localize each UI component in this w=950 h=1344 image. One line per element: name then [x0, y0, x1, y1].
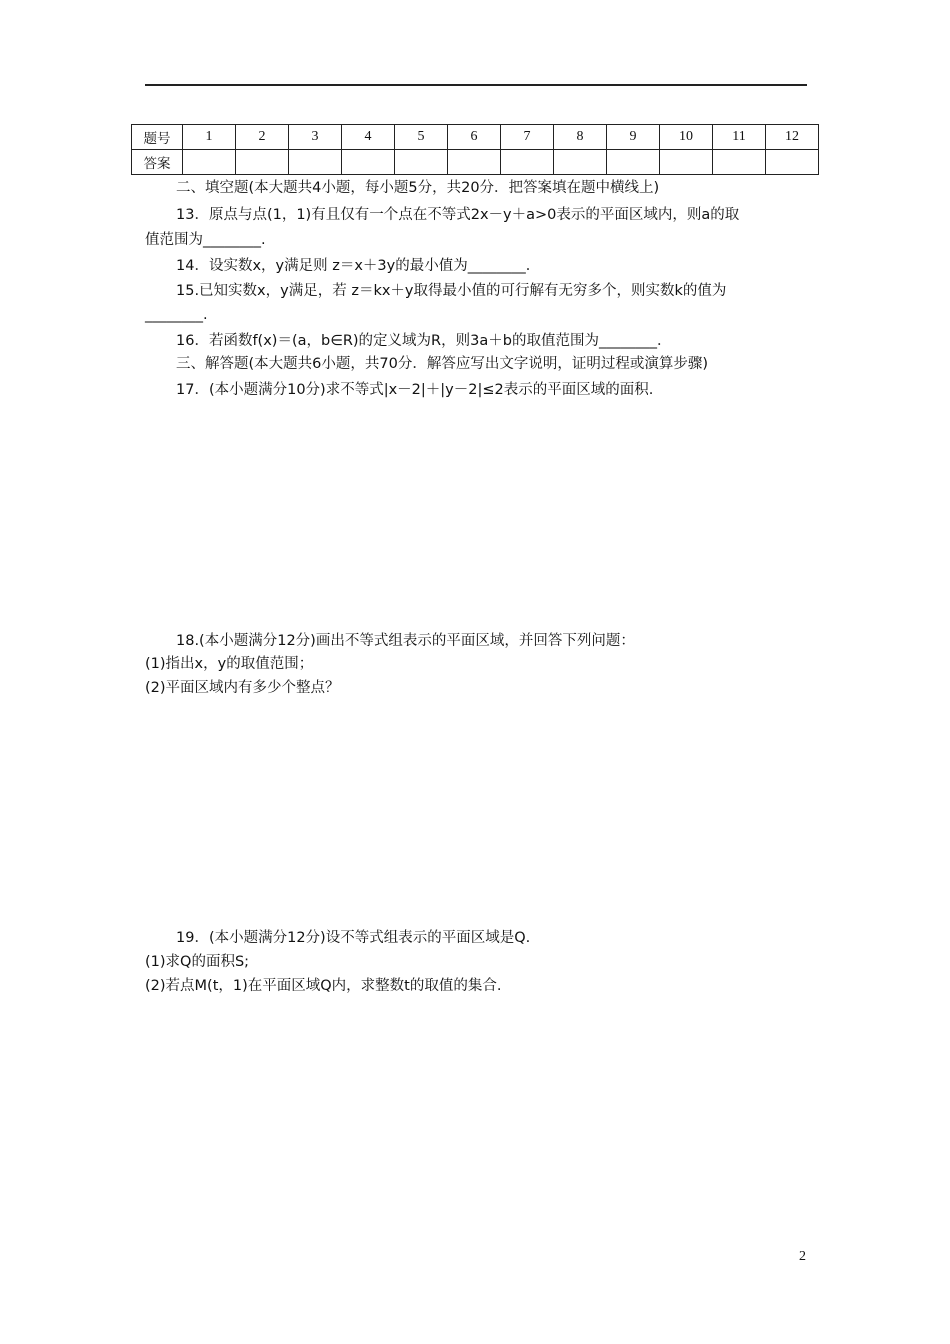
question-number-cell: 3	[289, 125, 342, 150]
question-13-line-1: 13．原点与点(1，1)有且仅有一个点在不等式2x－y＋a>0表示的平面区域内，则a的取	[176, 207, 740, 223]
question-number-cell: 7	[501, 125, 554, 150]
question-number-cell: 6	[448, 125, 501, 150]
question-18-part-1: (1)指出x，y的取值范围；	[145, 656, 314, 672]
answer-cell[interactable]	[607, 150, 660, 175]
question-18-stem: 18.(本小题满分12分)画出不等式组表示的平面区域，并回答下列问题：	[176, 633, 635, 649]
answer-cell[interactable]	[183, 150, 236, 175]
answer-cell[interactable]	[766, 150, 819, 175]
question-14: 14．设实数x，y满足则 z＝x＋3y的最小值为________．	[176, 258, 541, 274]
answer-cell[interactable]	[554, 150, 607, 175]
question-15-line-2: ________.	[145, 307, 208, 323]
question-19-part-2: (2)若点M(t，1)在平面区域Q内，求整数t的取值的集合.	[145, 978, 502, 994]
question-17: 17．(本小题满分10分)求不等式|x－2|＋|y－2|≤2表示的平面区域的面积.	[176, 382, 654, 398]
question-number-cell: 11	[713, 125, 766, 150]
answer-cell[interactable]	[501, 150, 554, 175]
question-number-cell: 10	[660, 125, 713, 150]
question-number-cell: 2	[236, 125, 289, 150]
question-number-cell: 9	[607, 125, 660, 150]
question-19-part-1: (1)求Q的面积S;	[145, 954, 250, 970]
question-19-stem: 19．(本小题满分12分)设不等式组表示的平面区域是Q.	[176, 930, 531, 946]
question-18-part-2: (2)平面区域内有多少个整点？	[145, 680, 340, 696]
answer-cell[interactable]	[448, 150, 501, 175]
section-3-header: 三、解答题(本大题共6小题，共70分．解答应写出文字说明，证明过程或演算步骤)	[176, 356, 708, 372]
answer-cell[interactable]	[289, 150, 342, 175]
header-rule	[145, 84, 807, 86]
question-number-cell: 4	[342, 125, 395, 150]
question-15-line-1: 15.已知实数x，y满足，若 z＝kx＋y取得最小值的可行解有无穷多个，则实数k的值为	[176, 283, 727, 299]
row-label-answer: 答案	[132, 150, 183, 175]
row-label-question-number: 题号	[132, 125, 183, 150]
question-16: 16．若函数f(x)＝(a，b∈R)的定义域为R，则3a＋b的取值范围为________．	[176, 333, 672, 349]
answer-cell[interactable]	[713, 150, 766, 175]
page-number: 2	[799, 1249, 806, 1264]
answer-cell[interactable]	[660, 150, 713, 175]
answer-cell[interactable]	[342, 150, 395, 175]
answer-cell[interactable]	[236, 150, 289, 175]
answer-cell[interactable]	[395, 150, 448, 175]
section-2-header: 二、填空题(本大题共4小题，每小题5分，共20分．把答案填在题中横线上)	[176, 180, 660, 196]
question-number-cell: 8	[554, 125, 607, 150]
question-13-line-2: 值范围为________.	[145, 232, 266, 248]
table-row-answers	[132, 150, 819, 175]
question-number-cell: 5	[395, 125, 448, 150]
question-number-cell: 12	[766, 125, 819, 150]
answer-table	[131, 124, 819, 175]
question-number-cell: 1	[183, 125, 236, 150]
table-row-numbers	[132, 125, 819, 150]
